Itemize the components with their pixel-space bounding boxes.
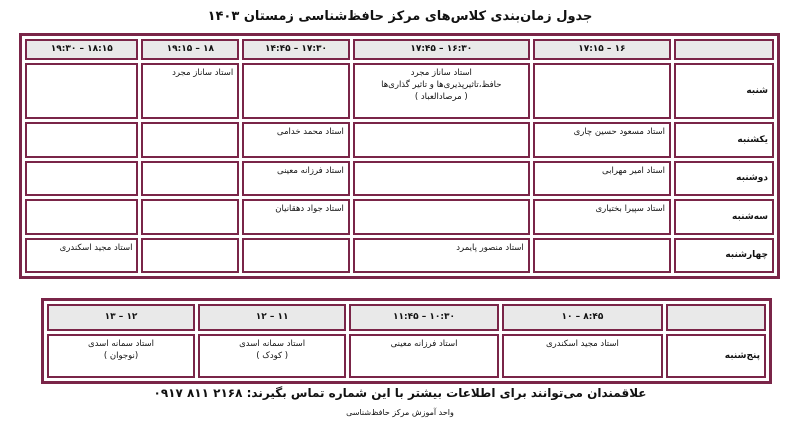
- header-cell-slot-1: ۸:۴۵ – ۱۰: [502, 304, 663, 331]
- header-cell-slot-2: ۱۶:۳۰ – ۱۷:۴۵: [353, 39, 530, 60]
- header-cell-slot-2: ۱۰:۳۰ – ۱۱:۴۵: [349, 304, 499, 331]
- schedule-cell: [353, 199, 530, 234]
- header-cell-slot-3: ۱۱ – ۱۲: [198, 304, 346, 331]
- table-header-row: [25, 39, 774, 60]
- table-header-row: [47, 304, 766, 331]
- thursday-schedule-table: [41, 298, 772, 384]
- class-note: ( کودک ): [256, 350, 289, 361]
- schedule-cell: [353, 161, 530, 196]
- course-subtitle: ( مرصادالعباد ): [414, 91, 468, 102]
- class-note: (نوجوان ): [103, 350, 139, 361]
- day-cell: دوشنبه: [674, 161, 774, 196]
- teacher-name: استاد مجید اسکندری: [546, 338, 619, 349]
- schedule-cell: استاد محمد خدامی: [242, 122, 350, 157]
- weekday-schedule-table: [19, 33, 780, 279]
- schedule-cell: [141, 199, 239, 234]
- day-cell: سه‌شنبه: [674, 199, 774, 234]
- schedule-cell: [502, 334, 663, 378]
- schedule-cell: [198, 334, 346, 378]
- header-cell-day: [674, 39, 774, 60]
- table-row: [25, 199, 774, 234]
- header-cell-slot-1: ۱۶ – ۱۷:۱۵: [533, 39, 671, 60]
- schedule-cell: استاد ساناز مجرد: [141, 63, 239, 119]
- day-cell: پنج‌شنبه: [666, 334, 766, 378]
- schedule-cell: [242, 63, 350, 119]
- schedule-cell: [25, 199, 138, 234]
- teacher-name: استاد سمانه اسدی: [88, 338, 155, 349]
- day-cell: چهارشنبه: [674, 238, 774, 273]
- schedule-cell: [533, 63, 671, 119]
- schedule-cell: [353, 63, 530, 119]
- schedule-cell: ا‌ستاد جواد دهقانیان: [242, 199, 350, 234]
- table-row: [25, 63, 774, 119]
- page-title: جدول زمان‌بندی کلاس‌های مرکز حافظ‌شناسی زمستان ۱۴۰۳: [207, 9, 593, 24]
- schedule-cell: [25, 161, 138, 196]
- schedule-cell: استاد امیر مهرابی: [533, 161, 671, 196]
- header-cell-slot-4: ۱۲ – ۱۳: [47, 304, 195, 331]
- schedule-cell: استاد مسعود حسین چاری: [533, 122, 671, 157]
- schedule-cell: [141, 238, 239, 273]
- schedule-cell: [25, 122, 138, 157]
- header-cell-slot-5: ۱۸:۱۵ – ۱۹:۳۰: [25, 39, 138, 60]
- contact-info: علاقمندان می‌توانند برای اطلاعات بیشتر با این شماره تماس بگیرند: ۲۱۶۸ ۸۱۱ ۰۹۱۷: [153, 386, 647, 400]
- table-row: [25, 238, 774, 273]
- schedule-cell: [141, 161, 239, 196]
- schedule-cell: [353, 122, 530, 157]
- day-cell: یکشنبه: [674, 122, 774, 157]
- schedule-cell: استاد فرزانه معینی: [242, 161, 350, 196]
- teacher-name: استاد سمانه اسدی: [239, 338, 306, 349]
- schedule-cell: [242, 238, 350, 273]
- header-cell-slot-3: ۱۷:۳۰ – ۱۴:۴۵: [242, 39, 350, 60]
- teacher-name: استاد فرزانه معینی: [390, 338, 458, 349]
- table-row: [25, 161, 774, 196]
- schedule-cell: استاد منصور پایمرد: [353, 238, 530, 273]
- table-row: [25, 122, 774, 157]
- schedule-cell: استاد سپیرا بختیاری: [533, 199, 671, 234]
- footer-text: واحد آموزش مرکز حافظ‌شناسی: [346, 408, 454, 417]
- schedule-cell: [141, 122, 239, 157]
- course-title: حافظ،تاثیرپذیری‌ها و تاثیر گذاری‌ها: [381, 79, 502, 90]
- schedule-cell: استاد مجید اسکندری: [25, 238, 138, 273]
- table-row: [47, 334, 766, 378]
- schedule-cell: [25, 63, 138, 119]
- teacher-name: استاد ساناز مجرد: [410, 67, 472, 78]
- schedule-cell: [349, 334, 499, 378]
- header-cell-slot-4: ۱۸ – ۱۹:۱۵: [141, 39, 239, 60]
- header-cell-day: [666, 304, 766, 331]
- schedule-cell: [533, 238, 671, 273]
- schedule-cell: [47, 334, 195, 378]
- day-cell: شنبه: [674, 63, 774, 119]
